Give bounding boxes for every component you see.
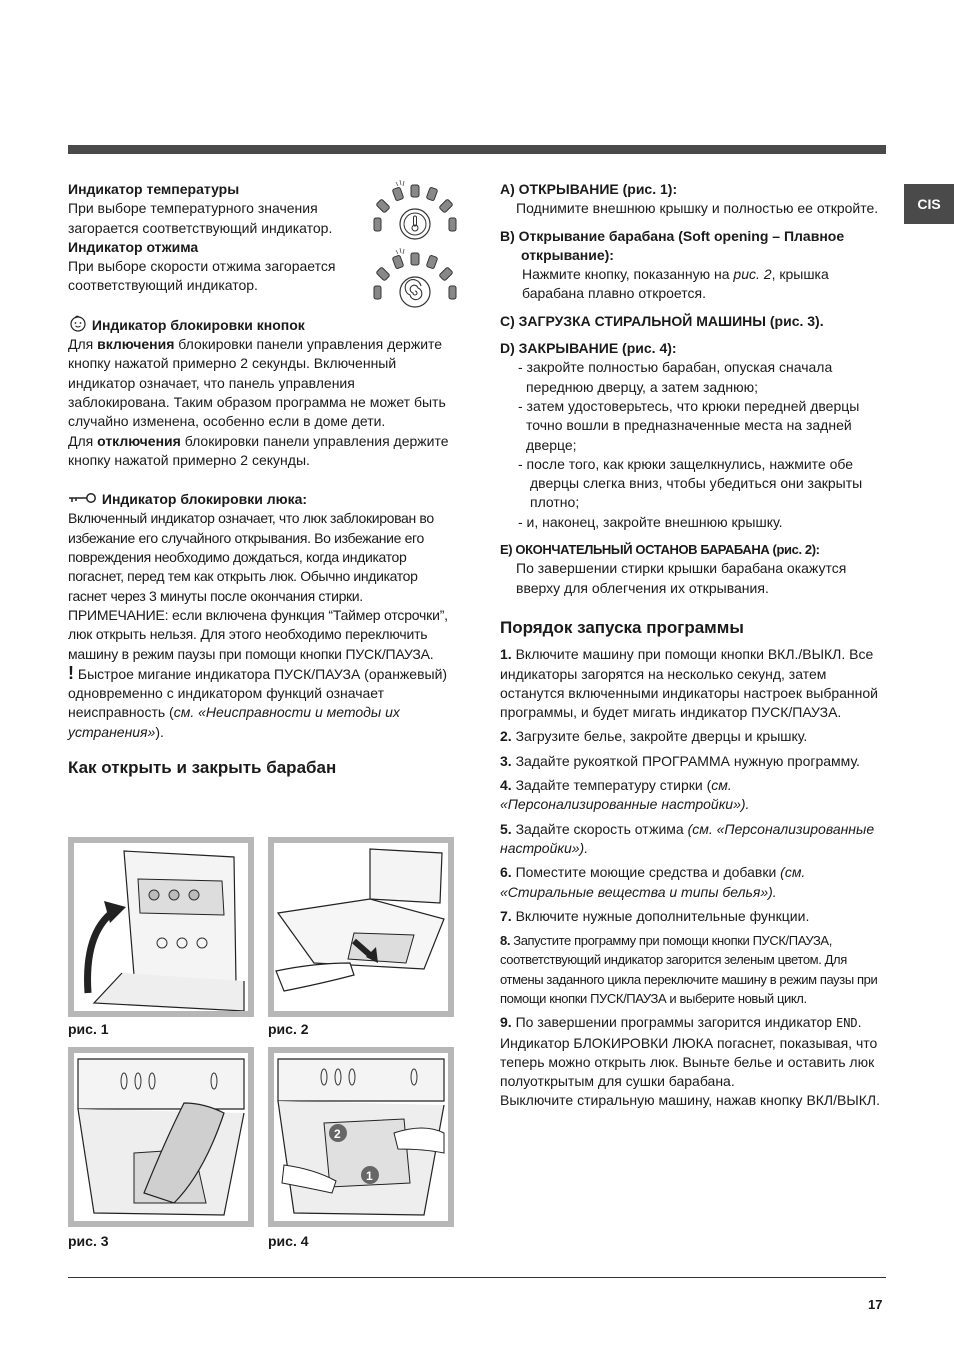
door-lock-title-text: Индикатор блокировки люка: xyxy=(101,491,308,508)
start-program-heading: Порядок запуска программы xyxy=(500,617,744,637)
step-number: 3. xyxy=(500,752,512,769)
step-2 xyxy=(500,727,890,746)
figure-1-caption: рис. 1 xyxy=(68,1021,109,1037)
figure-4 xyxy=(268,1047,454,1227)
step-number: 6. xyxy=(500,864,512,881)
spin-indicator-title: Индикатор отжима xyxy=(68,238,199,255)
section-d-title: D) ЗАКРЫВАНИЕ (рис. 4): xyxy=(500,340,677,357)
warning-mark: ! xyxy=(68,662,74,683)
child-face-icon xyxy=(68,317,88,333)
step-6 xyxy=(500,863,890,902)
text: Быстрое мигание индикатора ПУСК/ПАУЗА (оранжевый) одновременно с индикатором функций означает неисправность ( xyxy=(68,665,448,721)
section-a-title: A) ОТКРЫВАНИЕ (рис. 1): xyxy=(500,181,678,197)
button-lock-title xyxy=(68,314,458,335)
step-number: 2. xyxy=(500,728,512,745)
door-lock-text: Включенный индикатор означает, что люк заблокирован во избежание его случайного открывания. Во избежание его повреждения необходимо дождаться, когда индикатор погаснет, перед тем как открыть люк. Обычно индикатор гаснет через 3 минуты после окончания стирки. xyxy=(68,510,434,604)
italic-text: рис. 2 xyxy=(733,266,772,283)
temp-indicator-text: При выборе температурного значения загорается соответствующий индикатор. xyxy=(68,200,333,236)
text: По завершении программы загорится индикатор xyxy=(511,1014,836,1031)
end-indicator-label: END xyxy=(835,1016,858,1031)
section-d-item: - и, наконец, закройте внешнюю крышку. xyxy=(518,513,783,530)
text: Запустите программу при помощи кнопки ПУСК/ПАУЗА, соответствующий индикатор загорится зеленым цветом. Для отмены заданного цикла переключите машину в режим паузы при помощи кнопки ПУСК/ПАУЗА и выберите новый цикл. xyxy=(500,933,878,1006)
bold-text: отключения xyxy=(97,432,181,449)
figure-2 xyxy=(268,837,454,1017)
section-b-title: B) Открывание барабана (Soft opening – Плавное открывание): xyxy=(500,227,845,263)
step-number: 5. xyxy=(500,820,512,837)
text: Задайте температуру стирки ( xyxy=(511,777,712,794)
svg-text:2: 2 xyxy=(334,1127,341,1141)
button-lock-p2 xyxy=(68,432,458,471)
step-1 xyxy=(500,645,890,722)
section-e-text: По завершении стирки крышки барабана окажутся вверху для облегчения их открывания. xyxy=(516,560,847,596)
text: блокировки панели управления держите кнопку нажатой примерно 2 секунды. xyxy=(68,432,449,468)
right-column xyxy=(500,180,890,1111)
bottom-rule xyxy=(68,1277,886,1278)
section-d-item: - после того, как крюки защелкнулись, нажмите обе дверцы слегка вниз, чтобы убедиться они закрыты плотно; xyxy=(518,455,863,511)
step-8 xyxy=(500,931,890,1008)
section-b-text xyxy=(500,265,890,304)
figure-3 xyxy=(68,1047,254,1227)
step-5 xyxy=(500,820,890,859)
text: Для xyxy=(68,336,98,353)
text: Задайте скорость отжима xyxy=(511,820,688,837)
door-lock-title xyxy=(68,490,458,509)
italic-text: см. «Персонализированные настройки»). xyxy=(500,777,750,813)
spin-dial-icon xyxy=(370,248,460,310)
step-number: 8. xyxy=(500,933,511,949)
door-lock-note: ПРИМЕЧАНИЕ: если включена функция “Таймер отсрочки”, люк открыть нельзя. Для этого необходимо переключить машину в режим паузы при помощи кнопки ПУСК/ПАУЗА. xyxy=(68,606,448,662)
step-4 xyxy=(500,776,890,815)
svg-text:1: 1 xyxy=(366,1169,373,1183)
step-number: 9. xyxy=(500,1014,512,1031)
section-d-item: - закройте полностью барабан, опуская сначала переднюю дверцу, а затем заднюю; xyxy=(518,359,833,395)
section-c-title: C) ЗАГРУЗКА СТИРАЛЬНОЙ МАШИНЫ (рис. 3). xyxy=(500,312,824,329)
italic-text: (см. «Стиральные вещества и типы белья»). xyxy=(500,864,806,900)
section-a-text: Поднимите внешнюю крышку и полностью ее откройте. xyxy=(516,200,879,217)
button-lock-title-text: Индикатор блокировки кнопок xyxy=(91,316,305,333)
text: Включите нужные дополнительные функции. xyxy=(511,907,810,924)
step-7 xyxy=(500,907,890,926)
language-tab: CIS xyxy=(904,184,954,224)
button-lock-p1 xyxy=(68,335,458,431)
figure-4-caption: рис. 4 xyxy=(268,1233,309,1249)
bold-text: включения xyxy=(97,336,175,353)
step-9-final: Выключите стиральную машину, нажав кнопку ВКЛ/ВЫКЛ. xyxy=(500,1092,880,1109)
text: Загрузите белье, закройте дверцы и крышку. xyxy=(511,728,808,745)
text: Поместите моющие средства и добавки xyxy=(511,864,781,881)
section-d-item: - затем удостоверьтесь, что крюки передней дверцы точно вошли в предназначенные места на задней дверце; xyxy=(518,397,860,453)
step-9 xyxy=(500,1013,890,1091)
temp-indicator-title: Индикатор температуры xyxy=(68,181,240,197)
italic-text: (см. «Персонализированные настройки»). xyxy=(500,820,875,856)
text: Задайте рукояткой ПРОГРАММА нужную программу. xyxy=(511,752,860,769)
text: ). xyxy=(155,723,164,740)
top-rule xyxy=(68,145,886,154)
text: Нажмите кнопку, показанную на xyxy=(522,266,734,283)
text: Включите машину при помощи кнопки ВКЛ./ВЫКЛ. Все индикаторы загорятся на несколько секунд, затем останутся включенными индикаторы настроек выбранной программы, и будет мигать индикатор ПУСК/ПАУЗА. xyxy=(500,646,878,721)
page-number: 17 xyxy=(868,1297,883,1312)
text: блокировки панели управления держите кнопку нажатой примерно 2 секунды. Включенный индикатор означает, что панель управления заблокирована. Таким образом программа не может быть случайно изменена, особенно если в доме дети. xyxy=(68,336,446,430)
italic-text: см. «Неисправности и методы их устранения» xyxy=(68,704,400,740)
step-number: 7. xyxy=(500,907,512,924)
drum-heading: Как открыть и закрыть барабан xyxy=(68,758,337,778)
section-e-title: E) ОКОНЧАТЕЛЬНЫЙ ОСТАНОВ БАРАБАНА (рис. 2): xyxy=(500,542,820,558)
step-number: 1. xyxy=(500,646,512,663)
figure-3-caption: рис. 3 xyxy=(68,1233,109,1249)
text: . Индикатор БЛОКИРОВКИ ЛЮКА погаснет, показывая, что теперь можно открыть люк. Выньте белье и оставить люк полуоткрытым для сушки барабана. xyxy=(500,1014,878,1090)
warning-paragraph xyxy=(68,664,458,742)
step-number: 4. xyxy=(500,777,512,794)
figure-2-caption: рис. 2 xyxy=(268,1021,309,1037)
step-3 xyxy=(500,752,890,771)
text: , крышка барабана плавно откроется. xyxy=(522,266,829,302)
key-icon xyxy=(68,491,98,507)
figure-1 xyxy=(68,837,254,1017)
temperature-dial-icon xyxy=(370,180,460,242)
spin-indicator-text: При выборе скорости отжима загорается соответствующий индикатор. xyxy=(68,258,336,294)
text: Для xyxy=(68,432,98,449)
